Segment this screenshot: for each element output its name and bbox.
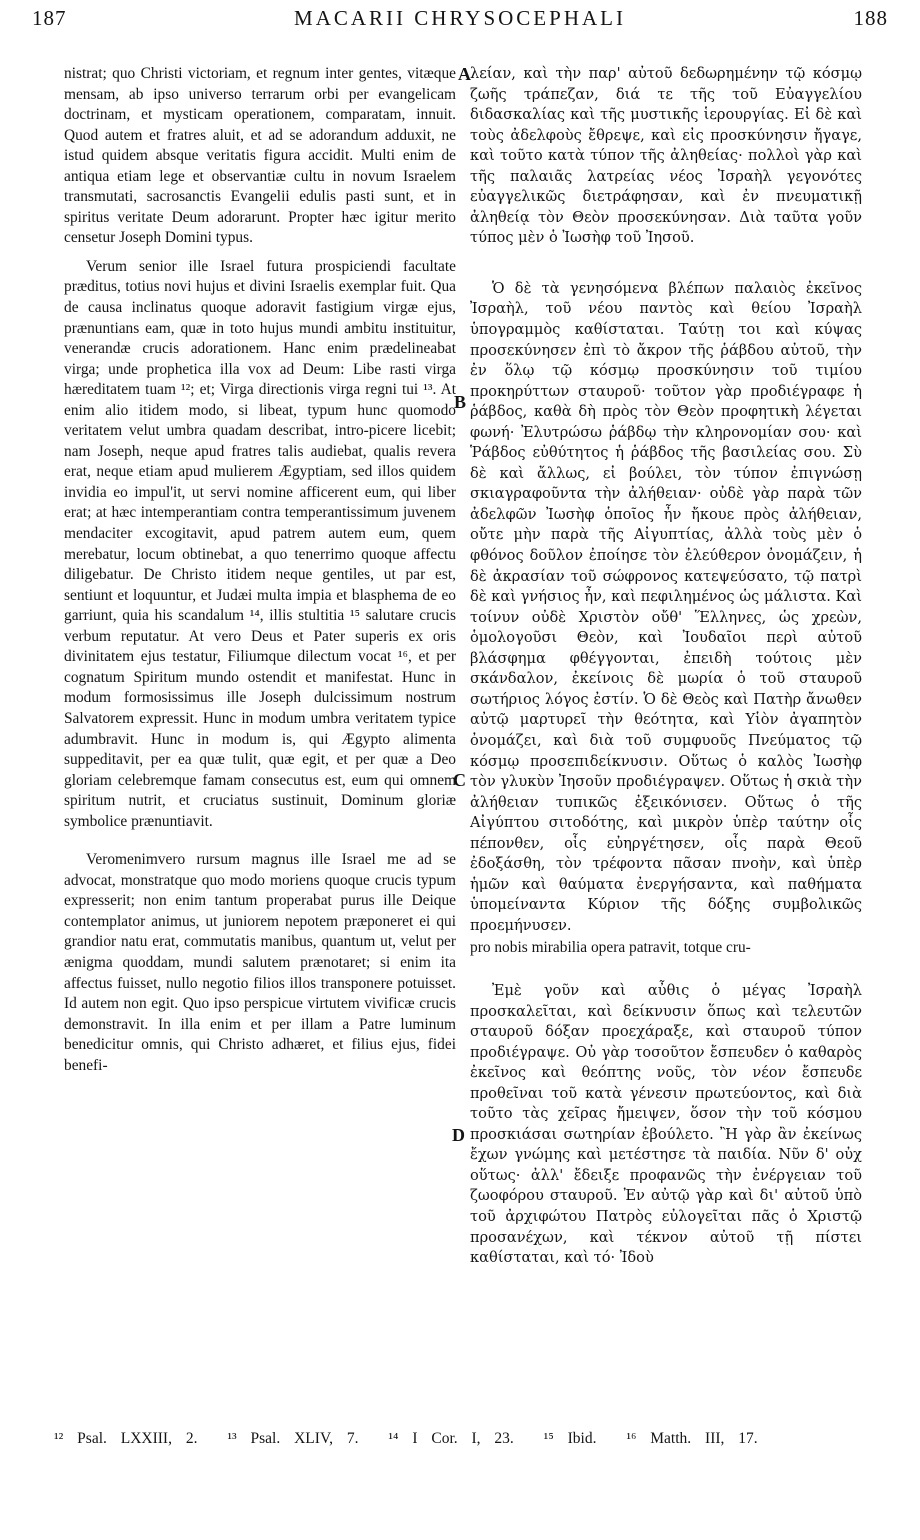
latin-paragraph-1: nistrat; quo Christi victoriam, et regnum inter gentes, vitæque mensam, ab ipso universo terrarum orbi per evangelicam doctrinam, et mysticam operationem, comparatam, innuit. Quod autem et fratres aluit, et ad se adorandum adduxit, ne istud quidem absque veritatis figura accidit. Multi enim de antiqua etiam lege et observantiæ cultu in novum Israelem transmutati, sacrosanctis Evangelii edulis pasti sunt, et in spiritus veritate Deum adorarunt. Propter hæc igitur merito censetur Joseph Domini typus. bbox=[64, 65, 456, 247]
margin-marker-c: C bbox=[453, 770, 466, 790]
left-page-number: 187 bbox=[32, 6, 67, 30]
footnote-15: ¹⁵ Ibid. bbox=[543, 1430, 597, 1447]
latin-paragraph-3: Veromenimvero rursum magnus ille Israel me ad se advocat, monstratque quo modo moriens quoque crucis typum expresserit; non enim tantum properabat purus ille Deique contemplator animus, ut juniorem nepotem præponeret ei qui grandior natu erat, commutatis manibus, quantum ut, velut per ænigma quoddam, mundi salutem prænotaret; si enim ita affectus fuisset, nullo negotio filios illos transponere potuisset. Id autem non egit. Quo ipso perspicue virtutem vivificæ crucis demonstravit. In illa enim et per illam a Patre luminum benedicitur omnis, qui Christo adhæret, et filius ejus, fidei benefi- bbox=[64, 851, 456, 1074]
footnote-13: ¹³ Psal. XLIV, 7. bbox=[227, 1430, 359, 1447]
running-header bbox=[32, 6, 888, 46]
latin-continuation: pro nobis mirabilia opera patravit, totque cru- bbox=[470, 939, 751, 957]
running-title: MACARII CHRYSOCEPHALI bbox=[294, 6, 626, 30]
latin-column bbox=[64, 64, 456, 1076]
footnotes bbox=[54, 1430, 880, 1448]
footnote-16: ¹⁶ Matth. III, 17. bbox=[626, 1430, 758, 1447]
greek-paragraph-2: Ὁ δὲ τὰ γενησόμενα βλέπων παλαιὸς ἐκεῖνος Ἰσραὴλ, τοῦ νέου παντὸς καὶ θείου Ἰσραὴλ ὑπογραμμὸς καθίσταται. Ταύτῃ τοι καὶ κύψας προσεκύνησεν ἐπὶ τὸ ἄκρον τῆς ῥάβδου αὐτοῦ, τὴν ἐν ὅλῳ τῷ κόσμῳ προσκύνησιν τοῦ τιμίου προκηρύττων σταυροῦ· τοῦτον γὰρ προδιέγραφε ἡ ῥάβδος, καθὰ δὴ πρὸς τὸν Θεὸν προφητικὴ λέγεται φωνή· Ἐλυτρώσω ῥάβδῳ τὴν κληρονομίαν σου· καὶ Ῥάβδος εὐθύτητος ἡ ῥάβδος τῆς βασιλείας σου. Σὺ δὲ καὶ ἄλλως, εἰ βούλει, τὸν τύπον ἐπιγνώσῃ σκιαγραφοῦντα τὴν ἀλήθειαν· οὐδὲ γὰρ παρὰ τῶν ἀδελφῶν Ἰωσὴφ ὁποῖος ἦν ἤκουε πρὸς ἀλήθειαν, οὔτε μὴν παρὰ τῆς Αἰγυπτίας, ἀλλὰ τοὺς μὲν ὁ φθόνος δοῦλον ἐποίησε τὸν ἐλεύθερον ὀνομάζειν, ἡ δὲ ἀκρασίαν τοῦ σώφρονος κατεψεύσατο, τῷ πατρὶ δὲ καὶ γνήσιος ἦν, καὶ πεφιλημένος ὡς μάλιστα. Καὶ τοίνυν οὐδὲ Χριστὸν οὔθ' Ἕλληνες, ὡς χρεὼν, ὁμολογοῦσι Θεὸν, καὶ Ἰουδαῖοι περὶ αὐτοῦ βλάσφημα φθέγγονται, ἐπειδὴ τούτοις μὲν σκάνδαλον, ἐκείνοις δὲ μωρία ὁ τοῦ σταυροῦ σωτήριος λόγος ἐστίν. Ὁ δὲ Θεὸς καὶ Πατὴρ ἄνωθεν αὐτῷ μαρτυρεῖ τὴν θεότητα, καὶ Υἱὸν ἀγαπητὸν ὀνομάζει, καὶ διὰ τοῦ συμφυοῦς Πνεύματος τῷ κόσμῳ προσεπιδείκνυσιν. Οὕτως ὁ καλὸς Ἰωσὴφ τὸν γλυκὺν Ἰησοῦν προδιέγραψεν. Οὕτως ἡ σκιὰ τὴν ἀλήθειαν τυπικῶς ἐξεικόνισεν. Οὕτως ὁ τῆς Αἰγύπτου σιτοδότης, καὶ μικρὸν ὑπὲρ ταύτην οἷς πέπονθεν, οἷς εὐηργέτησεν, οἷς παρὰ Θεοῦ ἐδοξάσθη, τὸν τρέφοντα πᾶσαν πνοὴν, καὶ ὑπὲρ ἡμῶν καὶ θαύματα ἐνεργήσαντα, καὶ παθήματα ὑπομείναντα Κύριον τῆς δόξης συμβολικῶς προεμήνυσεν. bbox=[470, 279, 862, 934]
margin-marker-d: D bbox=[452, 1125, 465, 1145]
greek-paragraph-3: Ἐμὲ γοῦν καὶ αὖθις ὁ μέγας Ἰσραὴλ προσκαλεῖται, καὶ δείκνυσιν ὅπως καὶ τελευτῶν σταυροῦ δόξαν προεχάραξε, καὶ σταυροῦ τύπον προδιέγραψε. Οὐ γὰρ τοσοῦτον ἔσπευδεν ὁ καθαρὸς ἐκεῖνος καὶ θεόπτης νοῦς, τὸν νέον ἔσπευδε προθεῖναι τοῦ κατὰ γένεσιν πρωτεύοντος, καὶ διὰ τοῦτο τὰς χεῖρας ἤμειψεν, ὅσον τὴν τοῦ κόσμου προσκιάσαι σωτηρίαν ἐβούλετο. Ἢ γὰρ ἂν ἐκείνως ἔχων γνώμης καὶ μετέστησε τὰ παιδία. Νῦν δ' οὐχ οὕτως· ἀλλ' ἔδειξε προφανῶς τὴν ἐνέργειαν τοῦ ζωοφόρου σταυροῦ. Ἐν αὐτῷ γὰρ καὶ δι' αὐτοῦ ὑπὸ τοῦ ἀρχιφώτου Πατρὸς εὐλογεῖται πᾶς ὁ Χριστῷ προσανέχων, καὶ τέκνον αὐτοῦ τῇ πίστει καθίσταται, καὶ τό· Ἰδοὺ bbox=[470, 981, 862, 1267]
footnote-14: ¹⁴ I Cor. I, 23. bbox=[388, 1430, 514, 1447]
right-page-number: 188 bbox=[853, 6, 888, 30]
footnote-12: ¹² Psal. LXXIII, 2. bbox=[54, 1430, 198, 1447]
latin-paragraph-2: Verum senior ille Israel futura prospiciendi facultate præditus, totius novi hujus et divini Israelis exemplar fuit. Qua de causa inclinatus quoque adoravit fastigium virgæ ejus, prænuntians eam, quæ in toto hujus mundi ambitu instituitur, venerandæ crucis adorationem. Hanc enim prædelineabat virga; unde prophetica illa vox ad Deum: Libe rasti virga hæreditatem tuam ¹²; et; Virga directionis virga regni tui ¹³. At enim alio itidem modo, si libeat, typum hunc quomodo veritatem velut umbra quadam describat, intro-picere licebit; nam Joseph, neque apud fratres talis audiebat, qualis revera erat, neque etiam apud mulierem Ægyptiam, sed illos quidem invidia eo impul'it, ut servi nomine afficerent eum, qui liber erat; at hæc intemperantiam contra temperantissimum juvenem mendaciter excogitavit, apud patrem autem eum, quem merebatur, locum obtinebat, a quo tenerrimo quoque affectu diligebatur. De Christo itidem neque gentiles, ut par est, sentiunt et loquuntur, et Judæi multa impia et blasphema de eo garriunt, quia his scandalum ¹⁴, illis stultitia ¹⁵ salutare crucis verbum reputatur. At vero Deus et Pater superis ex oris divinitatem ejus testatur, Filiumque dilectum vocat ¹⁶, et per cognatum Spiritum mundo ostendit et manifestat. Hunc in modum formosissimus ille Joseph dulcissimum nostrum Salvatorem expressit. Hunc in modum umbra veritatem typice adumbravit. Hunc in modum is, qui Ægypto alimenta suppeditavit, per ea quæ tulit, quæ egit, et per quæ a Deo gloriam celebremque famam consecutus est, eum qui omnem spiritum nutrit, et cruciatus sustinuit, Dominum gloriæ symbolice prænuntiavit. bbox=[64, 257, 456, 830]
greek-paragraph-1: λείαν, καὶ τὴν παρ' αὐτοῦ δεδωρημένην τῷ κόσμῳ ζωῆς τράπεζαν, διά τε τῆς τοῦ Εὐαγγελίου διδασκαλίας καὶ τῆς μυστικῆς ἱερουργίας. Εἰ δὲ καὶ τοὺς ἀδελφοὺς ἔθρεψε, καὶ εἰς προσκύνησιν ἤγαγε, καὶ τοῦτο κατὰ τύπον τῆς ἀληθείας· πολλοὶ γὰρ καὶ τῆς παλαιᾶς λατρείας νέος Ἰσραὴλ γεγονότες εὐαγγελικῶς διετράφησαν, καὶ ἐν πνευματικῇ ἀληθείᾳ τὸν Θεὸν προσεκύνησαν. Διὰ ταῦτα γοῦν τύπος μὲν ὁ Ἰωσὴφ τοῦ Ἰησοῦ. bbox=[470, 65, 862, 247]
margin-marker-a: A bbox=[458, 64, 471, 84]
margin-marker-b: B bbox=[454, 392, 467, 412]
greek-column bbox=[470, 64, 862, 1269]
